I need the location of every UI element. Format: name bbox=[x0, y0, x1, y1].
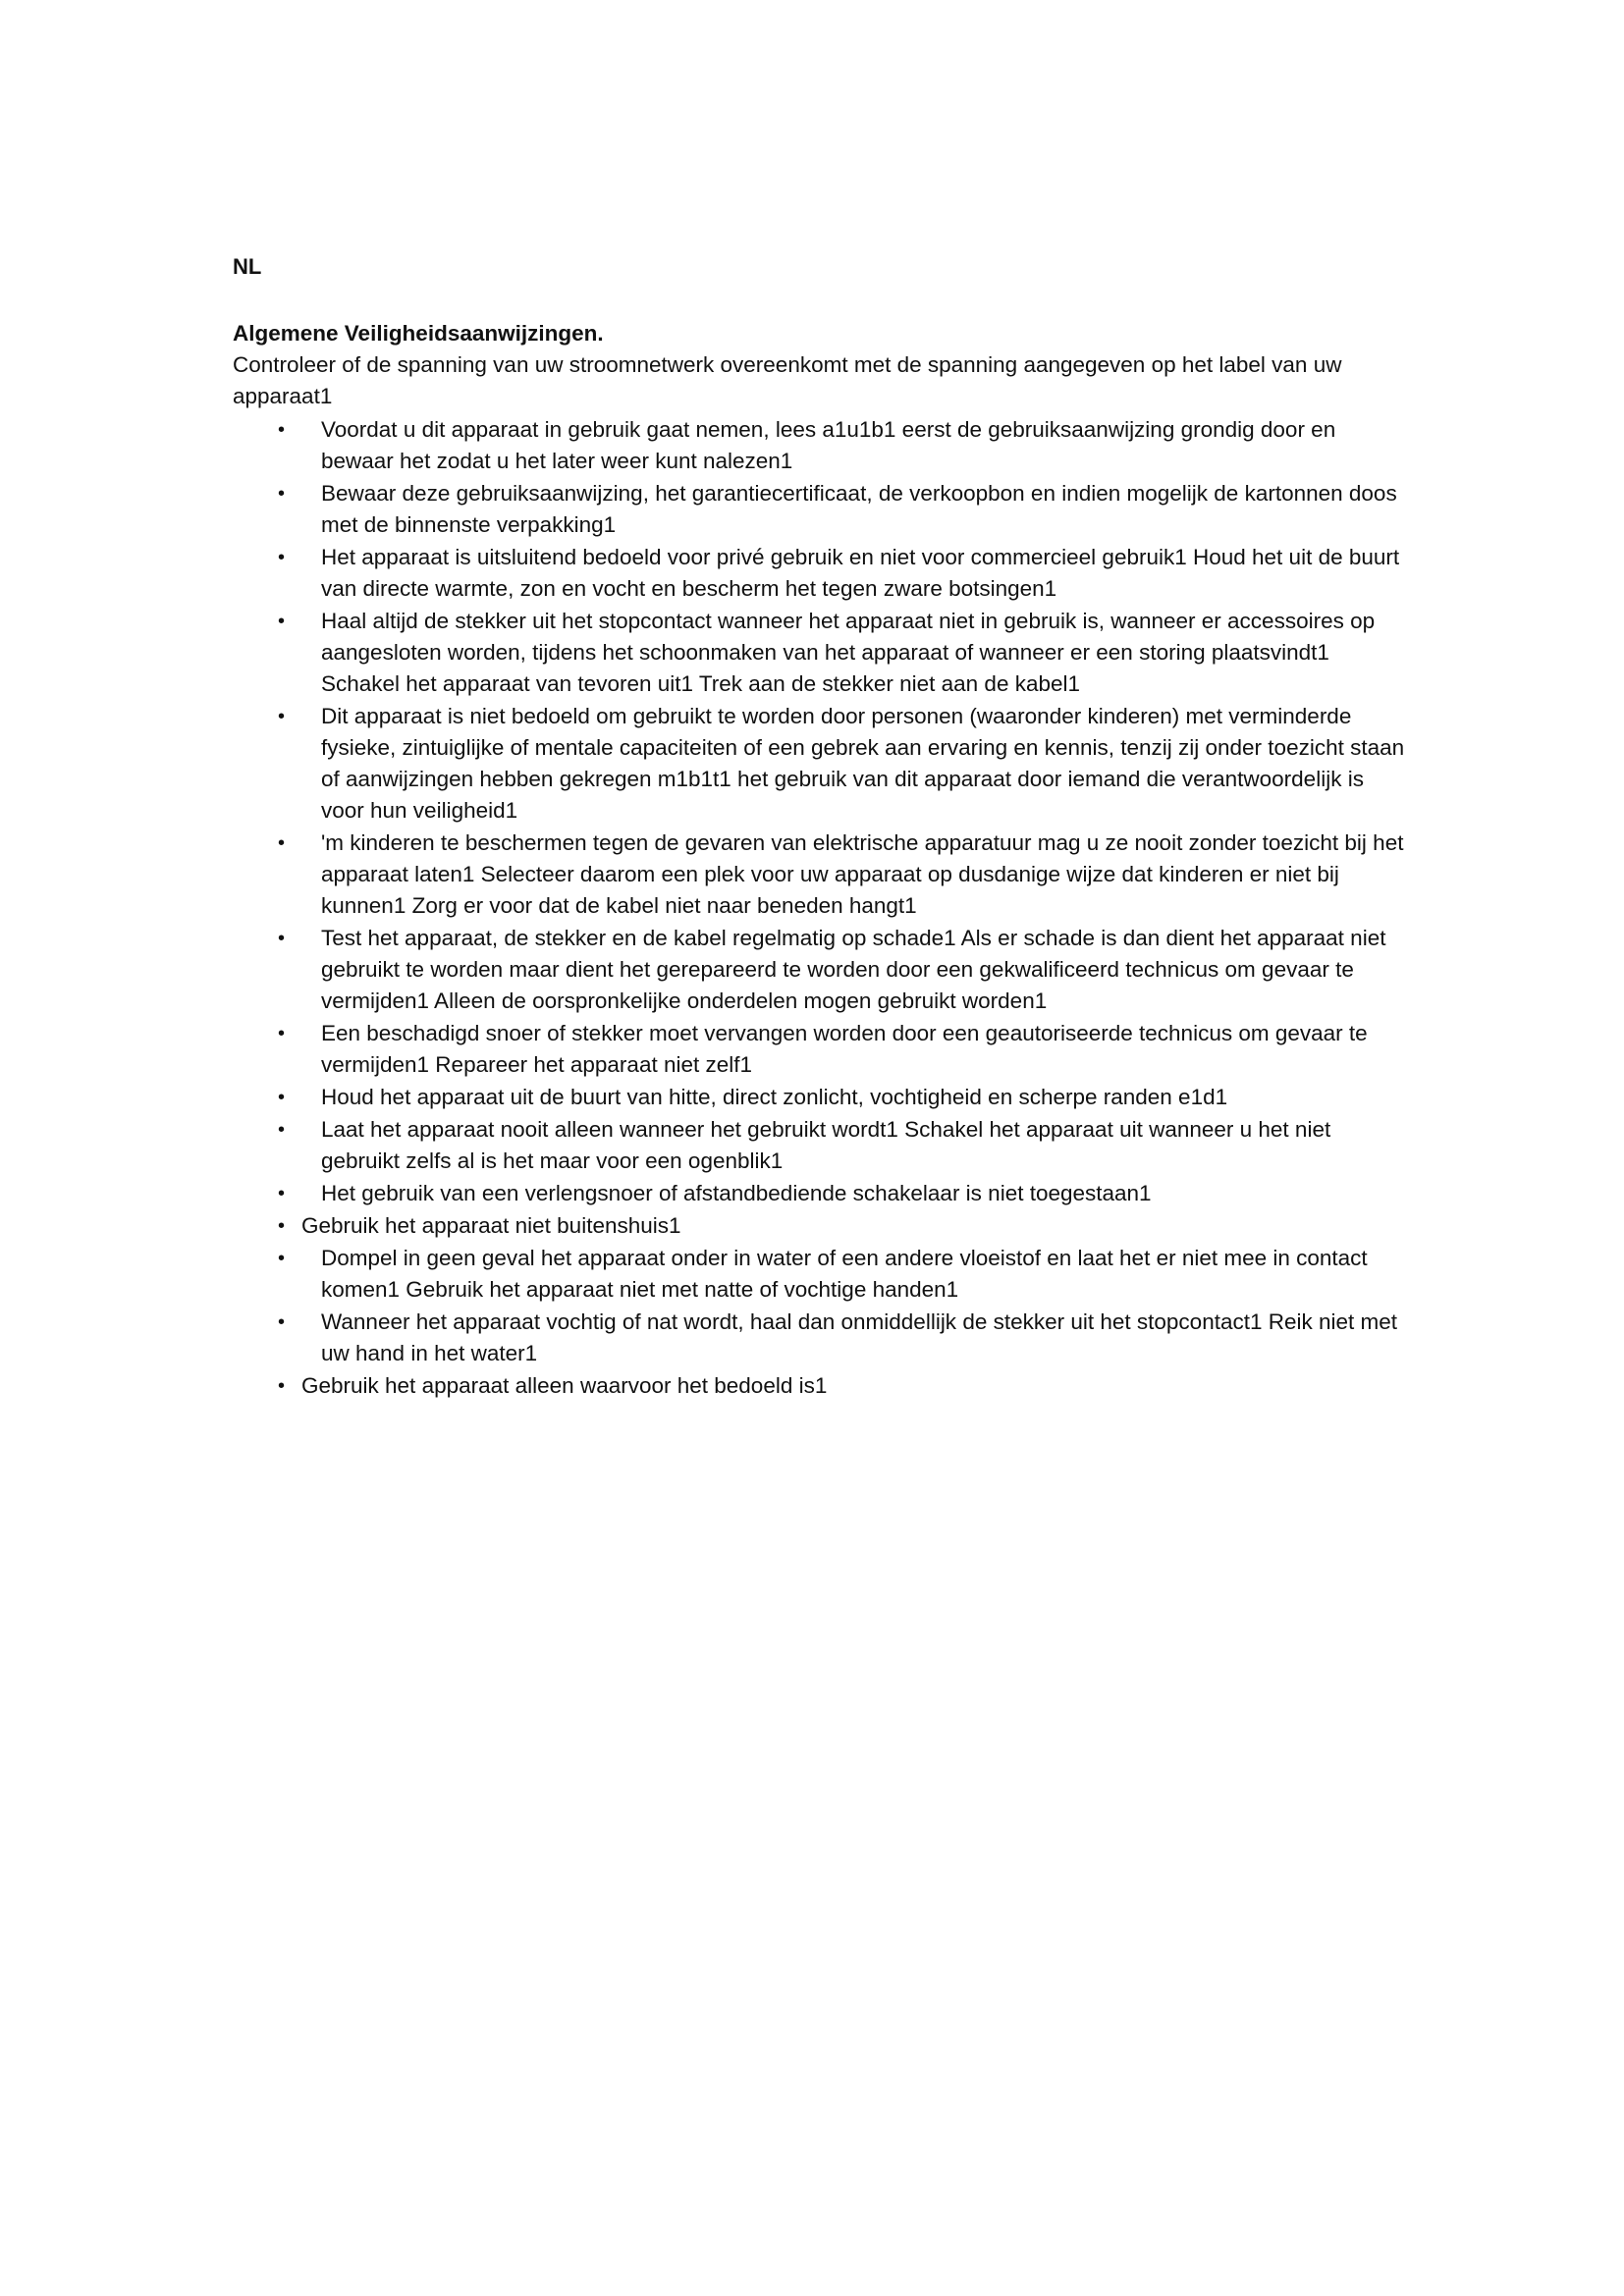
bullet-icon: • bbox=[278, 1023, 286, 1044]
list-item bbox=[233, 1243, 1411, 1306]
bullet-icon: • bbox=[278, 483, 286, 505]
list-item-text: Het apparaat is uitsluitend bedoeld voor privé gebruik en niet voor commercieel gebruik1 Houd het uit de buurt van directe warmte, zon en vocht en bescherm het tegen zware botsingen1 bbox=[321, 545, 1400, 601]
intro-paragraph: Controleer of de spanning van uw stroomnetwerk overeenkomt met de spanning aangegeven op het label van uw apparaat1 bbox=[233, 352, 1342, 408]
list-item bbox=[233, 1210, 1411, 1242]
bullet-icon: • bbox=[278, 1119, 286, 1141]
bullet-icon: • bbox=[278, 419, 286, 441]
list-item bbox=[233, 606, 1411, 700]
list-item-text: Een beschadigd snoer of stekker moet vervangen worden door een geautoriseerde technicus om gevaar te vermijden1 Repareer het apparaat niet zelf1 bbox=[321, 1021, 1368, 1077]
list-item bbox=[233, 1082, 1411, 1113]
section-heading: Algemene Veiligheidsaanwijzingen. bbox=[233, 321, 604, 346]
list-item-text: Houd het apparaat uit de buurt van hitte, direct zonlicht, vochtigheid en scherpe randen e1d1 bbox=[321, 1085, 1228, 1109]
bullet-icon: • bbox=[278, 611, 286, 632]
list-item-text: 'm kinderen te beschermen tegen de gevaren van elektrische apparatuur mag u ze nooit zonder toezicht bij het apparaat laten1 Selecteer daarom een plek voor uw apparaat op dusdanige wijze dat kinderen er niet bij kunnen1 Zorg er voor dat de kabel niet naar beneden hangt1 bbox=[321, 830, 1404, 918]
safety-section bbox=[233, 318, 1411, 1403]
list-item bbox=[233, 1307, 1411, 1369]
list-item-text: Het gebruik van een verlengsnoer of afstandbediende schakelaar is niet toegestaan1 bbox=[321, 1181, 1152, 1205]
bullet-icon: • bbox=[278, 1183, 286, 1204]
list-item bbox=[233, 1370, 1411, 1402]
list-item bbox=[233, 1018, 1411, 1081]
list-item bbox=[233, 414, 1411, 477]
bullet-icon: • bbox=[278, 928, 286, 949]
list-item bbox=[233, 828, 1411, 922]
bullet-icon: • bbox=[278, 1087, 286, 1108]
bullet-icon: • bbox=[278, 1311, 286, 1333]
list-item-text: Test het apparaat, de stekker en de kabel regelmatig op schade1 Als er schade is dan dient het apparaat niet gebruikt te worden maar dient het gerepareerd te worden door een gekwalificeerd technicus om gevaar te vermijden1 Alleen de oorspronkelijke onderdelen mogen gebruikt worden1 bbox=[321, 926, 1386, 1013]
list-item-text: Gebruik het apparaat alleen waarvoor het bedoeld is1 bbox=[301, 1373, 828, 1398]
list-item bbox=[233, 701, 1411, 827]
bullet-icon: • bbox=[278, 832, 286, 854]
list-item-text: Wanneer het apparaat vochtig of nat wordt, haal dan onmiddellijk de stekker uit het stopcontact1 Reik niet met uw hand in het water1 bbox=[321, 1309, 1398, 1365]
list-item-text: Dompel in geen geval het apparaat onder in water of een andere vloeistof en laat het er niet mee in contact komen1 Gebruik het apparaat niet met natte of vochtige handen1 bbox=[321, 1246, 1368, 1302]
list-item bbox=[233, 923, 1411, 1017]
list-item-text: Dit apparaat is niet bedoeld om gebruikt te worden door personen (waaronder kinderen) met verminderde fysieke, zintuiglijke of mentale capaciteiten of een gebrek aan ervaring en kennis, tenzij zij onder toezicht staan of aanwijzingen hebben gekregen m1b1t1 het gebruik van dit apparaat door iemand die verantwoordelijk is voor hun veiligheid1 bbox=[321, 704, 1405, 823]
list-item bbox=[233, 478, 1411, 541]
safety-instructions-list bbox=[233, 414, 1411, 1402]
bullet-icon: • bbox=[278, 706, 286, 727]
list-item bbox=[233, 1114, 1411, 1177]
language-code: NL bbox=[233, 254, 262, 279]
list-item-text: Bewaar deze gebruiksaanwijzing, het garantiecertificaat, de verkoopbon en indien mogelijk de kartonnen doos met de binnenste verpakking1 bbox=[321, 481, 1397, 537]
list-item bbox=[233, 542, 1411, 605]
list-item bbox=[233, 1178, 1411, 1209]
list-item-text: Voordat u dit apparaat in gebruik gaat nemen, lees a1u1b1 eerst de gebruiksaanwijzing grondig door en bewaar het zodat u het later weer kunt nalezen1 bbox=[321, 417, 1336, 473]
list-item-text: Gebruik het apparaat niet buitenshuis1 bbox=[301, 1213, 681, 1238]
bullet-icon: • bbox=[278, 547, 286, 568]
list-item-text: Haal altijd de stekker uit het stopcontact wanneer het apparaat niet in gebruik is, wanneer er accessoires op aangesloten worden, tijdens het schoonmaken van het apparaat of wanneer er een storing plaatsvindt1 Schakel het apparaat van tevoren uit1 Trek aan de stekker niet aan de kabel1 bbox=[321, 609, 1376, 696]
bullet-icon: • bbox=[278, 1375, 286, 1397]
bullet-icon: • bbox=[278, 1248, 286, 1269]
bullet-icon: • bbox=[278, 1215, 286, 1237]
list-item-text: Laat het apparaat nooit alleen wanneer het gebruikt wordt1 Schakel het apparaat uit wanneer u het niet gebruikt zelfs al is het maar voor een ogenblik1 bbox=[321, 1117, 1331, 1173]
